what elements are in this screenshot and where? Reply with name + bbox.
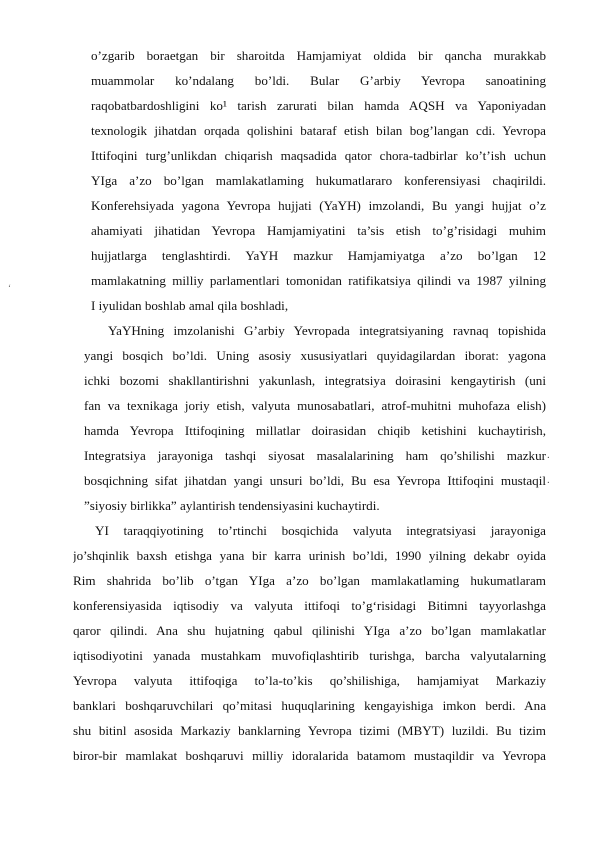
- text-line: mamlakatning milliy parlamentlari tomonidan ratifikatsiya qilindi va 1987 yilning: [91, 273, 546, 288]
- text-line: ”siyosiy birlikka” aylantirish tendensiyasini kuchaytirdi.: [84, 498, 380, 513]
- text-line: Konferehsiyada yagona Yevropa hujjati (YaYH) imzolandi, Bu yangi hujjat o’z: [91, 198, 546, 213]
- text-line: hujjatlarga tenglashtirdi. YaYH mazkur Hamjamiyatga a’zo bo’lgan 12: [91, 248, 546, 263]
- text-line: YaYHning imzolanishi G’arbiy Yevropada integratsiyaning ravnaq topishida: [108, 323, 546, 338]
- text-line: hamda Yevropa Ittifoqining millatlar doirasidan chiqib ketishini kuchaytirish,: [84, 423, 546, 438]
- margin-mark: ‘: [8, 283, 11, 293]
- text-line: fan va texnikaga joriy etish, valyuta munosabatlari, atrof-muhitni muhofaza elish): [84, 398, 546, 413]
- text-line: jo’shqinlik baxsh etishga yana bir karra urinish bo’ldi, 1990 yilning dekabr oyida: [73, 548, 546, 563]
- text-line: ahamiyati jihatidan Yevropa Hamjamiyatini ta’sis etish to’g’risidagi muhim: [91, 223, 546, 238]
- text-line: muammolar ko’ndalang bo’ldi. Bular G’arbiy Yevropa sanoatining: [91, 73, 546, 88]
- text-line: Ittifoqini turg’unlikdan chiqarish maqsadida qator chora-tadbirlar ko’t’ish uchun: [91, 148, 546, 163]
- text-line: Integratsiya jarayoniga tashqi siyosat masalalarining ham qo’shilishi mazkur: [84, 448, 546, 463]
- text-line: Yevropa valyuta ittifoqiga to’la-to’kis qo’shilishiga, hamjamiyat Markaziy: [73, 673, 546, 688]
- margin-dot: .: [547, 449, 550, 461]
- text-line: qaror qilindi. Ana shu hujatning qabul qilinishi YIga a’zo bo’lgan mamlakatlar: [73, 623, 546, 638]
- text-line: raqobatbardoshligini ko¹ tarish zarurati bilan hamda AQSH va Yaponiyadan: [91, 98, 546, 113]
- text-line: bosqichning sifat jihatdan yangi unsuri bo’ldi, Bu esa Yevropa Ittifoqini mustaqil: [84, 473, 546, 488]
- text-line: konferensiyasida iqtisodiy va valyuta ittifoqi to’g‘risidagi Bitimni tayyorlashga: [73, 598, 546, 613]
- text-line: I iyulidan boshlab amal qila boshladi,: [91, 298, 289, 313]
- text-line: Rim shahrida bo’lib o’tgan YIga a’zo bo’lgan mamlakatlaming hukumatlaram: [73, 573, 546, 588]
- margin-dot: .: [547, 474, 550, 486]
- text-line: shu bitinl asosida Markaziy banklarning Yevropa tizimi (MBYT) luzildi. Bu tizim: [73, 723, 546, 738]
- text-line: ichki bozomi shakllantirishni yakunlash, integratsiya doirasini kengaytirish (uni: [84, 373, 546, 388]
- text-line: iqtisodiyotini yanada mustahkam muvofiqlashtirib turishga, barcha valyutalarning: [73, 648, 546, 663]
- text-line: YIga a’zo bo’lgan mamlakatlaming hukumatlararo konferensiyasi chaqirildi.: [91, 173, 546, 188]
- text-line: biror-bir mamlakat boshqaruvi milliy idoralarida batamom mustaqildir va Yevropa: [73, 748, 546, 763]
- text-line: banklari boshqaruvchilari qo’mitasi huquqlarining kengayishiga imkon berdi. Ana: [73, 698, 546, 713]
- text-line: YI taraqqiyotining to’rtinchi bosqichida valyuta integratsiyasi jarayoniga: [95, 523, 546, 538]
- text-line: yangi bosqich bo’ldi. Uning asosiy xususiyatlari quyidagilardan iborat: yagona: [84, 348, 546, 363]
- text-line: texnologik jihatdan orqada qolishini bataraf etish bilan bog’langan cdi. Yevropa: [91, 123, 546, 138]
- text-line: o’zgarib boraetgan bir sharoitda Hamjamiyat oldida bir qancha murakkab: [91, 48, 546, 63]
